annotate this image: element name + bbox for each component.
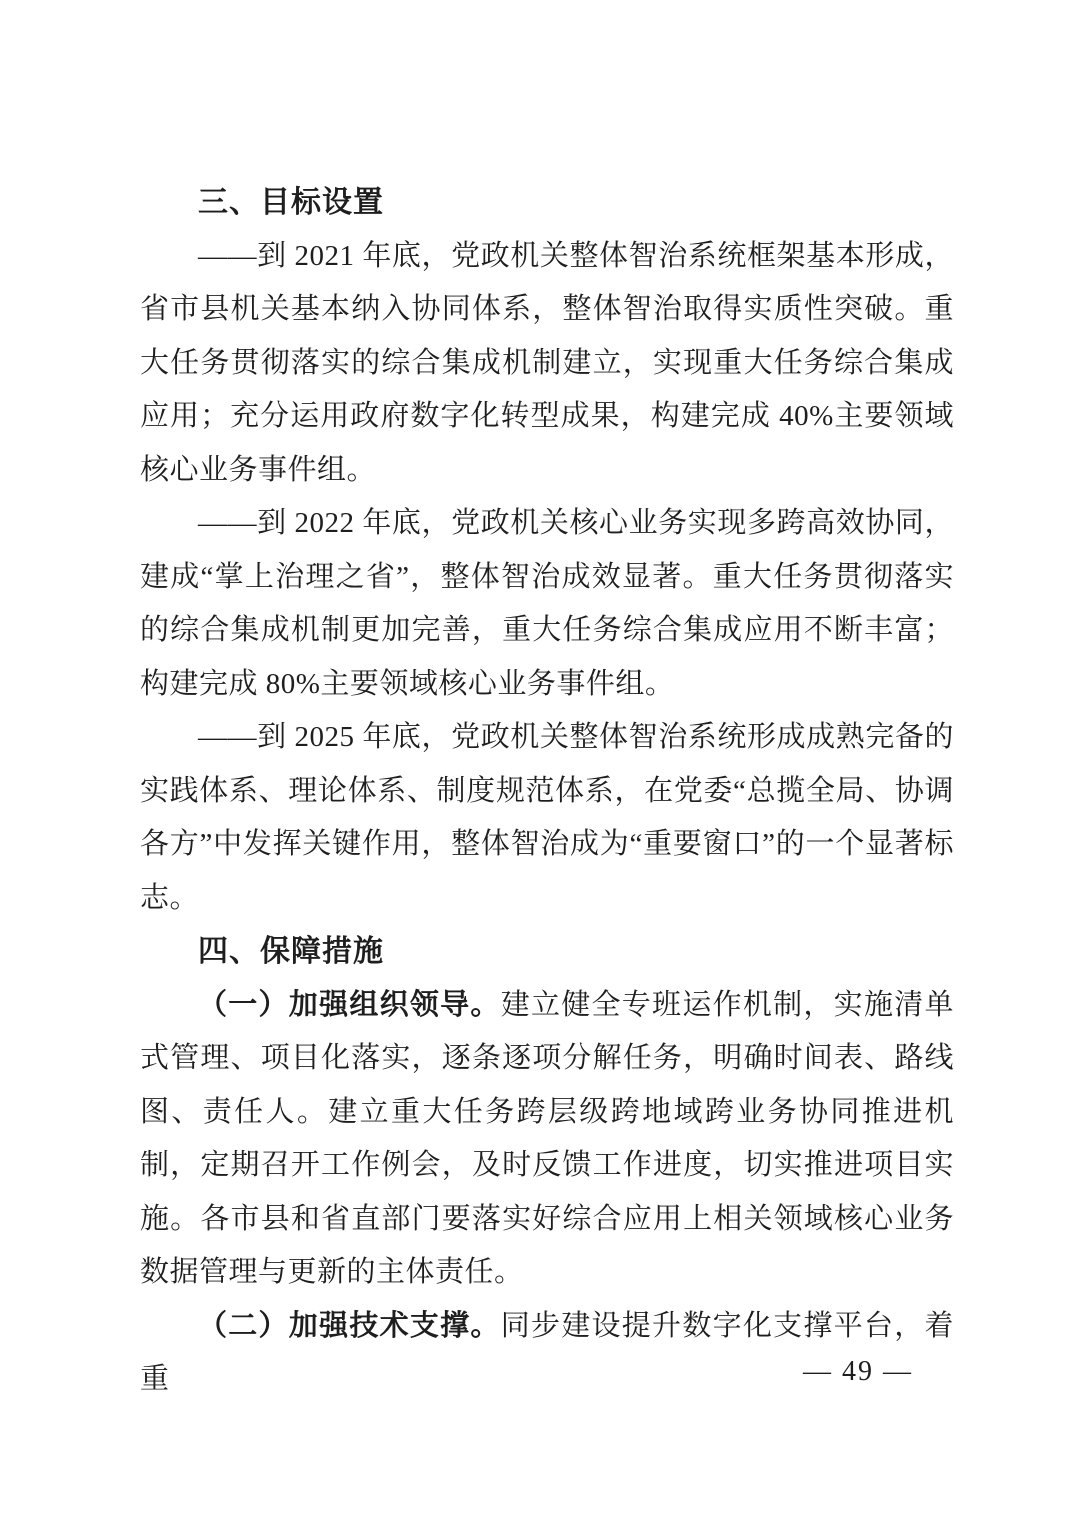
document-body	[140, 176, 954, 1407]
paragraph-goal-2022: ——到 2022 年底，党政机关核心业务实现多跨高效协同，建成“掌上治理之省”，整体智治成效显著。重大任务贯彻落实的综合集成机制更加完善，重大任务综合集成应用不断丰富；构建完成 80%主要领域核心业务事件组。	[140, 507, 954, 700]
measure-2-lead: （二）加强技术支撑。	[198, 1309, 501, 1342]
paragraph-goal-2025: ——到 2025 年底，党政机关整体智治系统形成成熟完备的实践体系、理论体系、制度规范体系，在党委“总揽全局、协调各方”中发挥关键作用，整体智治成为“重要窗口”的一个显著标志。	[140, 721, 954, 914]
paragraph-goal-2021: ——到 2021 年底，党政机关整体智治系统框架基本形成，省市县机关基本纳入协同体系，整体智治取得实质性突破。重大任务贯彻落实的综合集成机制建立，实现重大任务综合集成应用；充分运用政府数字化转型成果，构建完成 40%主要领域核心业务事件组。	[140, 239, 954, 486]
measure-1-body: 建立健全专班运作机制，实施清单式管理、项目化落实，逐条逐项分解任务，明确时间表、路线图、责任人。建立重大任务跨层级跨地域跨业务协同推进机制，定期召开工作例会，及时反馈工作进度，切实推进项目实施。各市县和省直部门要落实好综合应用上相关领域核心业务数据管理与更新的主体责任。	[140, 988, 954, 1288]
page-number: — 49 —	[803, 1356, 913, 1387]
paragraph-measure-1	[140, 979, 954, 1300]
section-heading-safeguards: 四、保障措施	[198, 935, 384, 968]
measure-2-body: 同步建设提升数字化支撑平台，着重	[140, 1309, 954, 1395]
measure-1-lead: （一）加强组织领导。	[198, 988, 501, 1021]
section-heading-goals: 三、目标设置	[198, 186, 384, 219]
